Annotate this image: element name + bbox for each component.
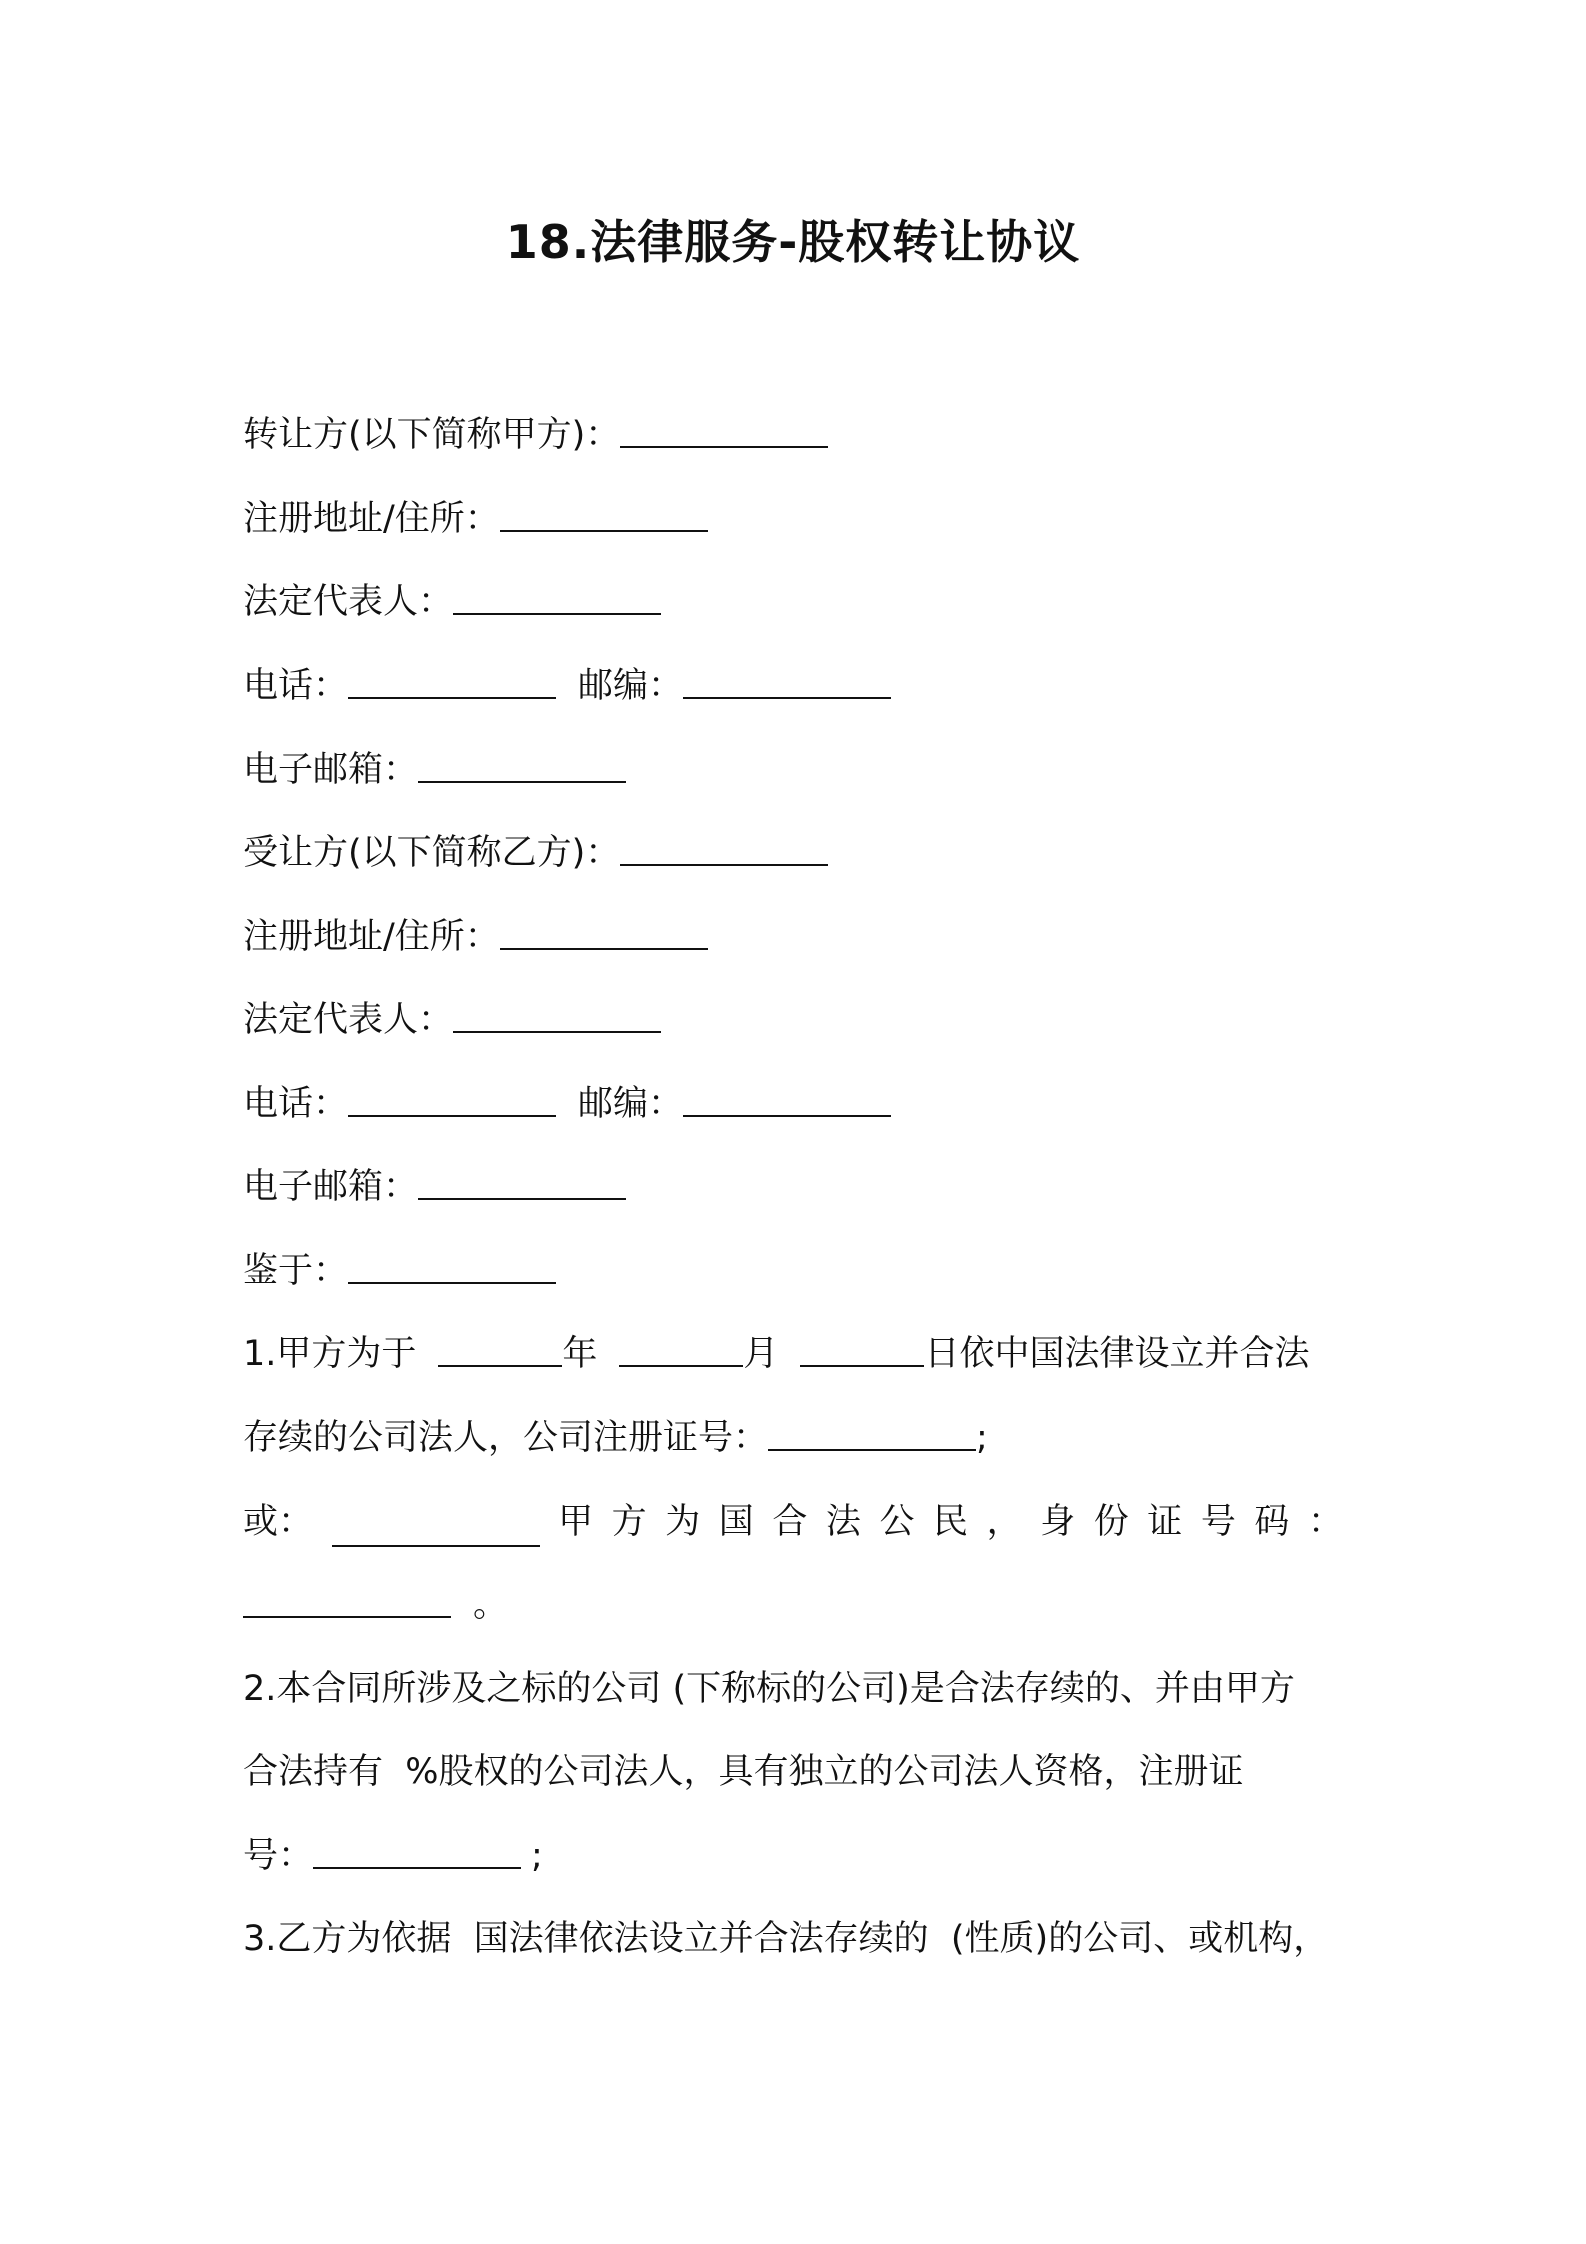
clause1-month-label: 月 (743, 1334, 779, 1374)
party-a-email-blank[interactable] (418, 751, 626, 783)
party-a-phone-blank[interactable] (348, 667, 556, 699)
party-b-phone-blank[interactable] (348, 1085, 556, 1117)
clause1-char: 国 (718, 1502, 754, 1542)
whereas-label: 鉴于： (243, 1251, 349, 1291)
party-a-phone-label: 电话： (243, 666, 349, 706)
party-a-address-label: 注册地址/住所： (243, 499, 500, 539)
clause1-year-blank[interactable] (438, 1335, 562, 1367)
party-a-address-line (243, 494, 708, 544)
clause3-line1 (243, 1914, 1328, 1964)
clause1-year-label: 年 (562, 1334, 598, 1374)
party-b-address-line (243, 912, 708, 962)
clause1-month-blank[interactable] (619, 1335, 743, 1367)
clause1-or-label: 或： (243, 1502, 314, 1542)
clause1-line2 (243, 1413, 988, 1463)
party-b-heading: 受让方(以下简称乙方)： (243, 833, 621, 873)
party-a-postcode-blank[interactable] (683, 667, 891, 699)
page-title: 18.法律服务-股权转让协议 (505, 215, 1081, 269)
party-b-heading-line (243, 828, 828, 878)
party-a-rep-line (243, 577, 661, 627)
clause2-reg-no-blank[interactable] (313, 1837, 521, 1869)
whereas-line (243, 1246, 556, 1296)
clause1-char: 份 (1093, 1502, 1129, 1542)
party-b-address-blank[interactable] (500, 918, 708, 950)
party-a-heading: 转让方(以下简称甲方)： (243, 415, 621, 455)
clause2-line3-end: ; (531, 1836, 543, 1876)
clause1-char: ， (986, 1502, 1022, 1542)
clause1-line2-text: 存续的公司法人，公司注册证号： (243, 1418, 769, 1458)
party-b-contact-line (243, 1079, 891, 1129)
clause1-char: 码 (1254, 1502, 1290, 1542)
clause1-line2-end: ; (976, 1418, 988, 1458)
party-a-name-blank[interactable] (620, 416, 828, 448)
party-a-address-blank[interactable] (500, 500, 708, 532)
clause1-or-blank[interactable] (332, 1515, 540, 1547)
party-b-email-blank[interactable] (418, 1168, 626, 1200)
party-b-rep-blank[interactable] (453, 1001, 661, 1033)
clause2-line3 (243, 1831, 543, 1881)
party-a-postcode-label: 邮编： (578, 666, 684, 706)
party-a-rep-blank[interactable] (453, 583, 661, 615)
party-a-contact-line (243, 661, 891, 711)
party-b-email-label: 电子邮箱： (243, 1167, 419, 1207)
party-b-postcode-label: 邮编： (578, 1084, 684, 1124)
clause1-suffix: 日依中国法律设立并合法 (924, 1334, 1310, 1374)
clause2-line3-label: 号： (243, 1836, 314, 1876)
party-a-heading-line (243, 410, 828, 460)
clause1-prefix: 1.甲方为于 (243, 1334, 417, 1374)
clause1-char: 公 (879, 1502, 915, 1542)
clause1-line4-end: 。 (473, 1585, 509, 1625)
clause2-line1-text: 2.本合同所涉及之标的公司 (下称标的公司)是合法存续的、并由甲方 (243, 1669, 1295, 1709)
party-b-phone-label: 电话： (243, 1084, 349, 1124)
party-b-email-line (243, 1162, 626, 1212)
clause1-id-blank[interactable] (243, 1586, 451, 1618)
clause1-char: ： (1307, 1502, 1343, 1542)
party-b-name-blank[interactable] (620, 834, 828, 866)
clause1-char: 身 (1040, 1502, 1076, 1542)
clause1-char: 方 (611, 1502, 647, 1542)
clause1-reg-no-blank[interactable] (768, 1419, 976, 1451)
clause1-day-blank[interactable] (800, 1335, 924, 1367)
party-b-address-label: 注册地址/住所： (243, 917, 500, 957)
clause1-line3 (243, 1497, 1343, 1547)
party-a-rep-label: 法定代表人： (243, 582, 454, 622)
party-b-rep-line (243, 995, 661, 1045)
clause1-char: 甲 (558, 1502, 594, 1542)
whereas-blank[interactable] (348, 1252, 556, 1284)
clause1-line4 (243, 1580, 508, 1630)
clause1-line1 (243, 1329, 1309, 1379)
clause1-char: 证 (1147, 1502, 1183, 1542)
clause2-line2 (243, 1747, 1244, 1797)
party-b-postcode-blank[interactable] (683, 1085, 891, 1117)
clause1-char: 为 (665, 1502, 701, 1542)
clause1-char: 民 (933, 1502, 969, 1542)
party-b-rep-label: 法定代表人： (243, 1000, 454, 1040)
party-a-email-label: 电子邮箱： (243, 750, 419, 790)
party-a-email-line (243, 745, 626, 795)
clause3-line1-text: 3.乙方为依据 国法律依法设立并合法存续的 (性质)的公司、或机构， (243, 1919, 1329, 1959)
clause2-line1 (243, 1664, 1295, 1714)
clause1-char: 合 (772, 1502, 808, 1542)
clause1-char: 号 (1200, 1502, 1236, 1542)
clause2-line2-text: 合法持有 %股权的公司法人，具有独立的公司法人资格，注册证 (243, 1752, 1244, 1792)
clause1-char: 法 (825, 1502, 861, 1542)
